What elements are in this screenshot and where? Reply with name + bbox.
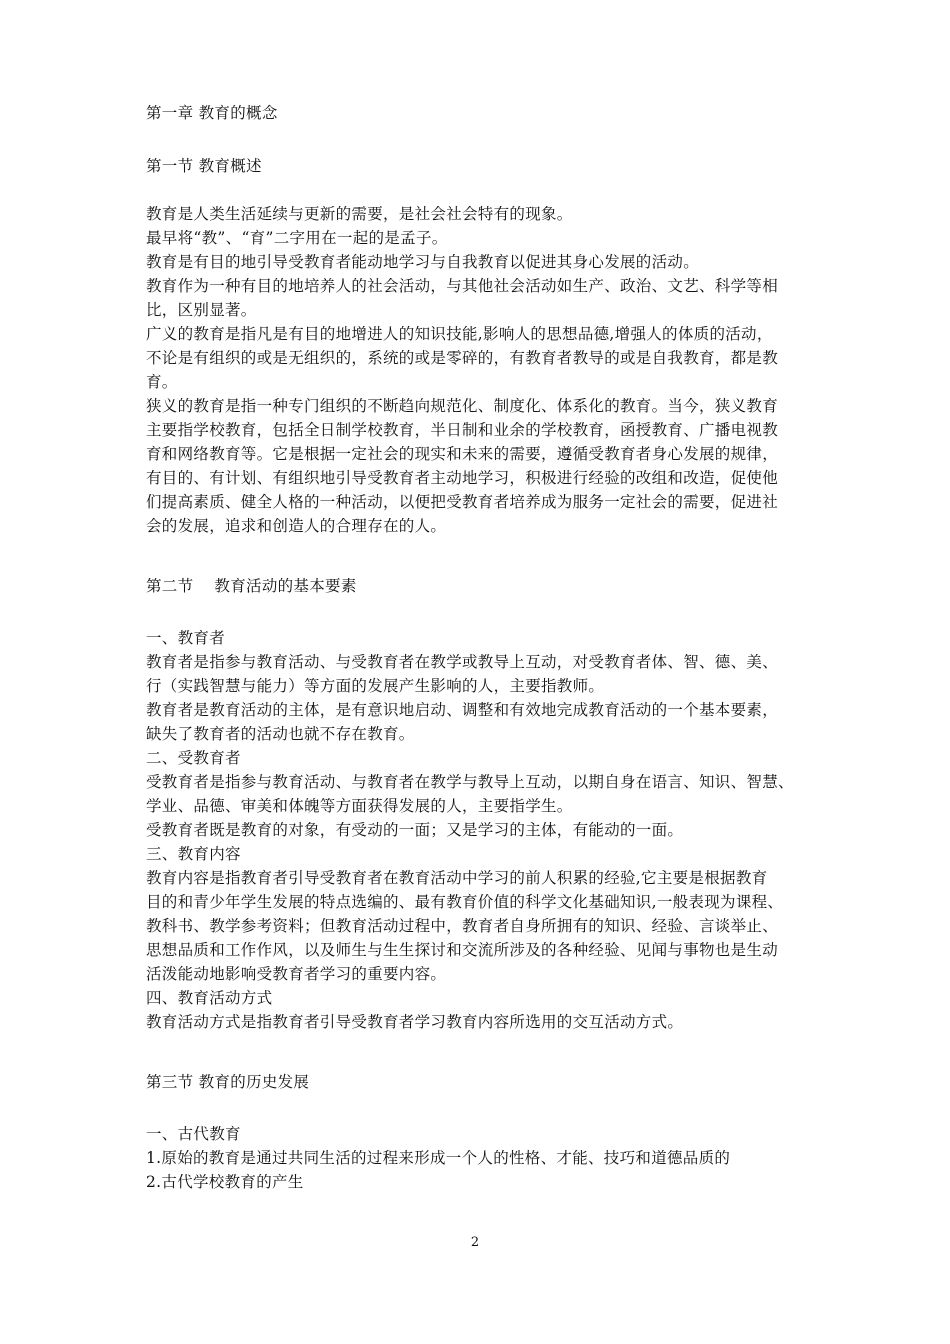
paragraph-line: 教育作为一种有目的地培养人的社会活动，与其他社会活动如生产、政治、文艺、科学等相 <box>146 277 779 295</box>
paragraph-line: 教科书、教学参考资料；但教育活动过程中，教育者自身所拥有的知识、经验、言谈举止、 <box>146 917 779 935</box>
paragraph-line: 教育者是指参与教育活动、与受教育者在教学或教导上互动，对受教育者体、智、德、美、 <box>146 653 779 671</box>
paragraph-line: 1.原始的教育是通过共同生活的过程来形成一个人的性格、才能、技巧和道德品质的 <box>146 1149 731 1167</box>
paragraph-line: 不论是有组织的或是无组织的，系统的或是零碎的，有教育者教导的或是自我教育，都是教 <box>146 349 779 367</box>
paragraph-line: 广义的教育是指凡是有目的地增进人的知识技能,影响人的思想品德,增强人的体质的活动， <box>146 325 773 343</box>
section-title: 第三节 教育的历史发展 <box>146 1073 310 1091</box>
page-number: 2 <box>470 1235 480 1250</box>
section-title: 第二节 教育活动的基本要素 <box>146 577 357 595</box>
section-title: 第一节 教育概述 <box>146 157 262 175</box>
paragraph-line: 最早将“教”、“育”二字用在一起的是孟子。 <box>146 229 448 247</box>
paragraph-line: 育。 <box>146 373 178 391</box>
paragraph-line: 教育者是教育活动的主体，是有意识地启动、调整和有效地完成教育活动的一个基本要素， <box>146 701 779 719</box>
paragraph-line: 2.古代学校教育的产生 <box>146 1173 304 1191</box>
subheading: 三、教育内容 <box>146 845 241 863</box>
subheading: 一、古代教育 <box>146 1125 241 1143</box>
paragraph-line: 主要指学校教育，包括全日制学校教育，半日制和业余的学校教育，函授教育、广播电视教 <box>146 421 779 439</box>
paragraph-line: 教育活动方式是指教育者引导受教育者学习教育内容所选用的交互活动方式。 <box>146 1013 684 1031</box>
paragraph-line: 学业、品德、审美和体魄等方面获得发展的人，主要指学生。 <box>146 797 573 815</box>
paragraph-line: 会的发展，追求和创造人的合理存在的人。 <box>146 517 447 535</box>
subheading: 二、受教育者 <box>146 749 241 767</box>
paragraph-line: 教育是有目的地引导受教育者能动地学习与自我教育以促进其身心发展的活动。 <box>146 253 700 271</box>
paragraph-line: 比，区别显著。 <box>146 301 257 319</box>
paragraph-line: 育和网络教育等。它是根据一定社会的现实和未来的需要，遵循受教育者身心发展的规律， <box>146 445 779 463</box>
paragraph-line: 受教育者既是教育的对象，有受动的一面；又是学习的主体，有能动的一面。 <box>146 821 684 839</box>
paragraph-line: 教育内容是指教育者引导受教育者在教育活动中学习的前人积累的经验,它主要是根据教育 <box>146 869 768 887</box>
paragraph-line: 缺失了教育者的活动也就不存在教育。 <box>146 725 415 743</box>
paragraph-line: 思想品质和工作作风，以及师生与生生探讨和交流所涉及的各种经验、见闻与事物也是生动 <box>146 941 779 959</box>
paragraph-line: 目的和青少年学生发展的特点选编的、最有教育价值的科学文化基础知识,一般表现为课程、 <box>146 893 784 911</box>
subheading: 四、教育活动方式 <box>146 989 273 1007</box>
paragraph-line: 狭义的教育是指一种专门组织的不断趋向规范化、制度化、体系化的教育。当今，狭义教育 <box>146 397 779 415</box>
paragraph-line: 教育是人类生活延续与更新的需要，是社会社会特有的现象。 <box>146 205 573 223</box>
paragraph-line: 活泼能动地影响受教育者学习的重要内容。 <box>146 965 447 983</box>
paragraph-line: 有目的、有计划、有组织地引导受教育者主动地学习，积极进行经验的改组和改造，促使他 <box>146 469 779 487</box>
chapter-title: 第一章 教育的概念 <box>146 104 278 122</box>
paragraph-line: 们提高素质、健全人格的一种活动，以便把受教育者培养成为服务一定社会的需要，促进社 <box>146 493 779 511</box>
subheading: 一、教育者 <box>146 629 226 647</box>
paragraph-line: 行（实践智慧与能力）等方面的发展产生影响的人，主要指教师。 <box>146 677 605 695</box>
paragraph-line: 受教育者是指参与教育活动、与教育者在教学与教导上互动，以期自身在语言、知识、智慧、 <box>146 773 794 791</box>
